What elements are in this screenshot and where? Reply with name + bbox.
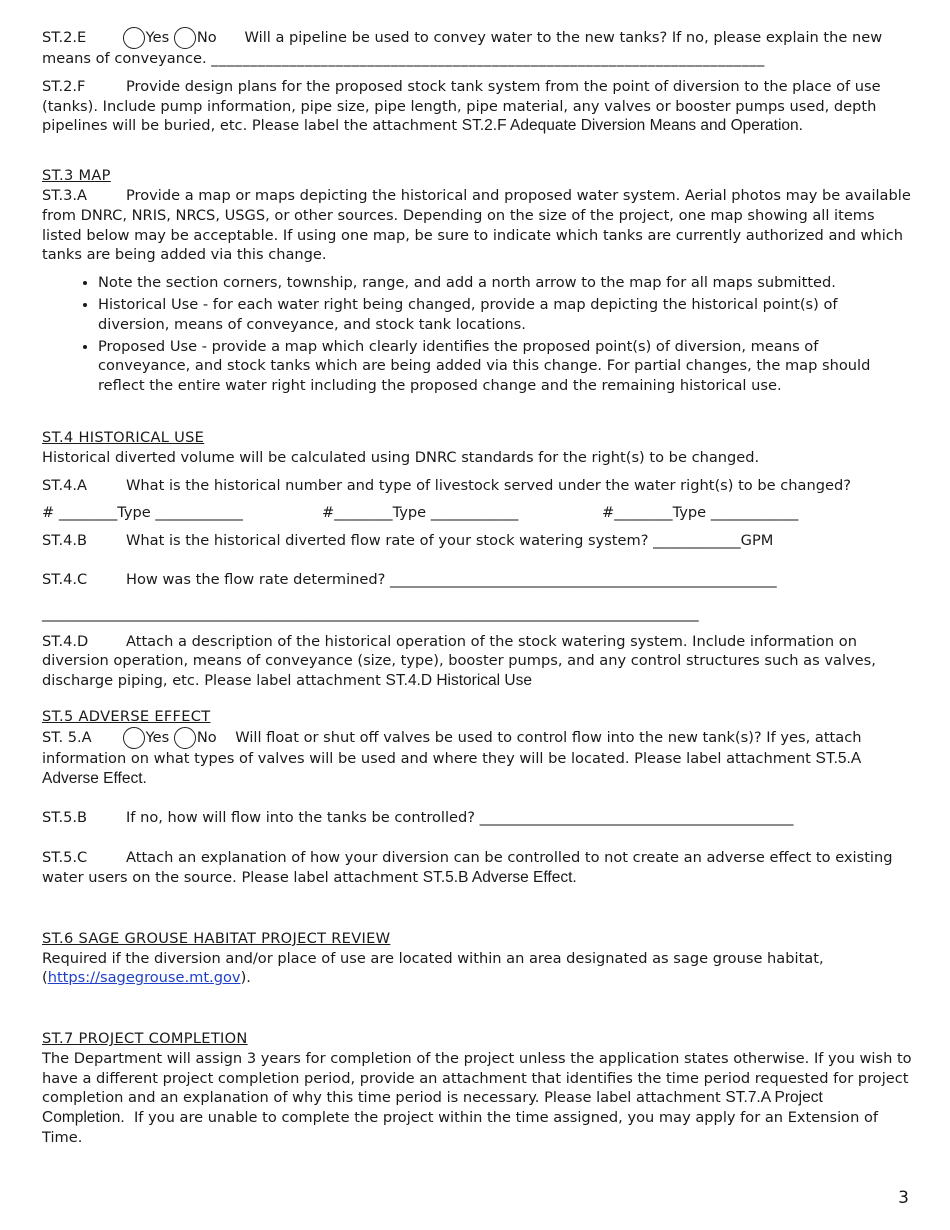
list-item: • Historical Use - for each water right being changed, provide a map depicting the historical point(s) of diversion, means of conveyance, and stock tank locations. <box>98 295 912 335</box>
list-item: • Note the section corners, township, range, and add a north arrow to the map for all maps submitted. <box>98 273 912 293</box>
st4a-livestock-row <box>42 503 912 523</box>
form-page <box>42 27 912 1148</box>
st2f-item <box>42 77 912 136</box>
st5a-text: Will float or shut off valves be used to control flow into the new tank(s)? If yes, attach information on what types of valves will be used and where they will be located. Please label attachment <box>42 728 862 767</box>
st4d-text: Attach a description of the historical operation of the stock watering system. Include information on diversion operation, means of conveyance (size, type), booster pumps, and any control structures such as valves, discharge piping, etc. Please label attachment <box>42 632 876 690</box>
st7-text-part1: The Department will assign 3 years for completion of the project unless the application states otherwise. If you wish to have a different project completion period, provide an attachment that identifies the time period requested for project completion and an explanation of why this time period is necessary. Please label attachment <box>42 1049 912 1107</box>
st5-heading: ST.5 ADVERSE EFFECT <box>42 707 211 725</box>
st5a-yes-radio[interactable] <box>123 727 145 749</box>
st2e-item <box>42 27 912 69</box>
st4a-text: What is the historical number and type of livestock served under the water right(s) to be changed? <box>126 476 851 494</box>
st2e-yes-radio[interactable] <box>123 27 145 49</box>
livestock-entry-2[interactable]: #________Type ____________ <box>322 504 519 522</box>
page-number: 3 <box>898 1188 909 1208</box>
st4d-item <box>42 632 912 691</box>
st4d-code: ST.4.D <box>42 632 89 650</box>
st3-heading: ST.3 MAP <box>42 167 111 185</box>
st5a-no-radio[interactable] <box>174 727 196 749</box>
st4c-text[interactable]: How was the flow rate determined? _____________________________________________________ <box>126 570 777 588</box>
livestock-entry-1[interactable]: # ________Type ____________ <box>42 504 243 522</box>
sagegrouse-link[interactable]: https://sagegrouse.mt.gov <box>47 969 241 987</box>
st4c-continuation-line[interactable]: __________________________________________________________________________________________ <box>42 604 699 622</box>
st4b-item <box>42 531 912 551</box>
list-item: • Proposed Use - provide a map which clearly identifies the proposed point(s) of diversion, means of conveyance, and stock tanks which are being added via this change. For partial changes, the map should reflect the entire water right including the proposed change and the remaining historical use. <box>98 337 912 396</box>
st4d-label: ST.4.D Historical Use <box>385 672 532 690</box>
st5b-text[interactable]: If no, how will flow into the tanks be controlled? ___________________________________________ <box>126 809 794 827</box>
st3-bullet-list <box>42 273 912 396</box>
st5c-text: Attach an explanation of how your diversion can be controlled to not create an adverse effect to existing water users on the source. Please label attachment <box>42 849 893 886</box>
livestock-entry-3[interactable]: #________Type ____________ <box>602 504 799 522</box>
st4c-item <box>42 570 912 590</box>
st4-heading: ST.4 HISTORICAL USE <box>42 428 205 446</box>
st7-text-part2: If you are unable to complete the project within the time assigned, you may apply for an Extension of Time. <box>42 1109 879 1147</box>
st5b-code: ST.5.B <box>42 809 88 827</box>
st5c-code: ST.5.C <box>42 849 88 867</box>
st6-text: Required if the diversion and/or place of use are located within an area designated as sage grouse habitat, <box>42 949 824 967</box>
st6-heading: ST.6 SAGE GROUSE HABITAT PROJECT REVIEW <box>42 929 391 947</box>
st2e-no-radio[interactable] <box>174 27 196 49</box>
st2e-yes-label: Yes <box>145 29 170 46</box>
st5a-label: ST.5.A Adverse Effect. <box>42 749 861 787</box>
st7-heading: ST.7 PROJECT COMPLETION <box>42 1030 248 1048</box>
st7-label: ST.7.A Project Completion. <box>42 1089 823 1127</box>
st4a-code: ST.4.A <box>42 476 87 494</box>
st4b-code: ST.4.B <box>42 532 88 550</box>
st2f-code: ST.2.F <box>42 77 86 95</box>
st2f-label: ST.2.F Adequate Diversion Means and Operation. <box>461 117 803 135</box>
st4c-code: ST.4.C <box>42 570 88 588</box>
st3a-code: ST.3.A <box>42 186 87 204</box>
st4b-text[interactable]: What is the historical diverted flow rate of your stock watering system? ____________GPM <box>126 532 774 550</box>
st5c-item <box>42 848 912 888</box>
st3a-item <box>42 186 912 265</box>
st3a-text: Provide a map or maps depicting the historical and proposed water system. Aerial photos may be available from DNRC, NRIS, NRCS, USGS, or other sources. Depending on the size of the project, one map showing all items listed below may be acceptable. If using one map, be sure to indicate which tanks are currently authorized and which tanks are being added via this change. <box>42 186 911 264</box>
st5b-item <box>42 808 912 828</box>
st2e-answer-line[interactable]: _______________________________________________________________________ <box>211 50 765 67</box>
st2e-code: ST.2.E <box>42 29 87 46</box>
st5a-item <box>42 727 912 789</box>
st5c-label: ST.5.B Adverse Effect. <box>422 868 577 886</box>
st6-link-line <box>42 968 912 988</box>
st7-text <box>42 1049 912 1148</box>
st5a-code: ST. 5.A <box>42 728 92 746</box>
st6-open-paren: ( <box>42 969 48 987</box>
st4-intro: Historical diverted volume will be calculated using DNRC standards for the right(s) to be changed. <box>42 448 760 466</box>
st2e-no-label: No <box>196 29 217 46</box>
st2f-text: Provide design plans for the proposed stock tank system from the point of diversion to the place of use (tanks). Include pump information, pipe size, pipe length, pipe material, any valves or booster pumps used, depth pipelines will be buried, etc. Please label the attachment <box>42 77 881 135</box>
st5a-no-label: No <box>196 728 217 746</box>
st4a-item <box>42 476 912 496</box>
st5a-yes-label: Yes <box>145 728 170 746</box>
st6-close-paren: ). <box>240 969 251 987</box>
st2e-question: Will a pipeline be used to convey water to the new tanks? If no, please explain the new means of conveyance. <box>42 29 883 67</box>
